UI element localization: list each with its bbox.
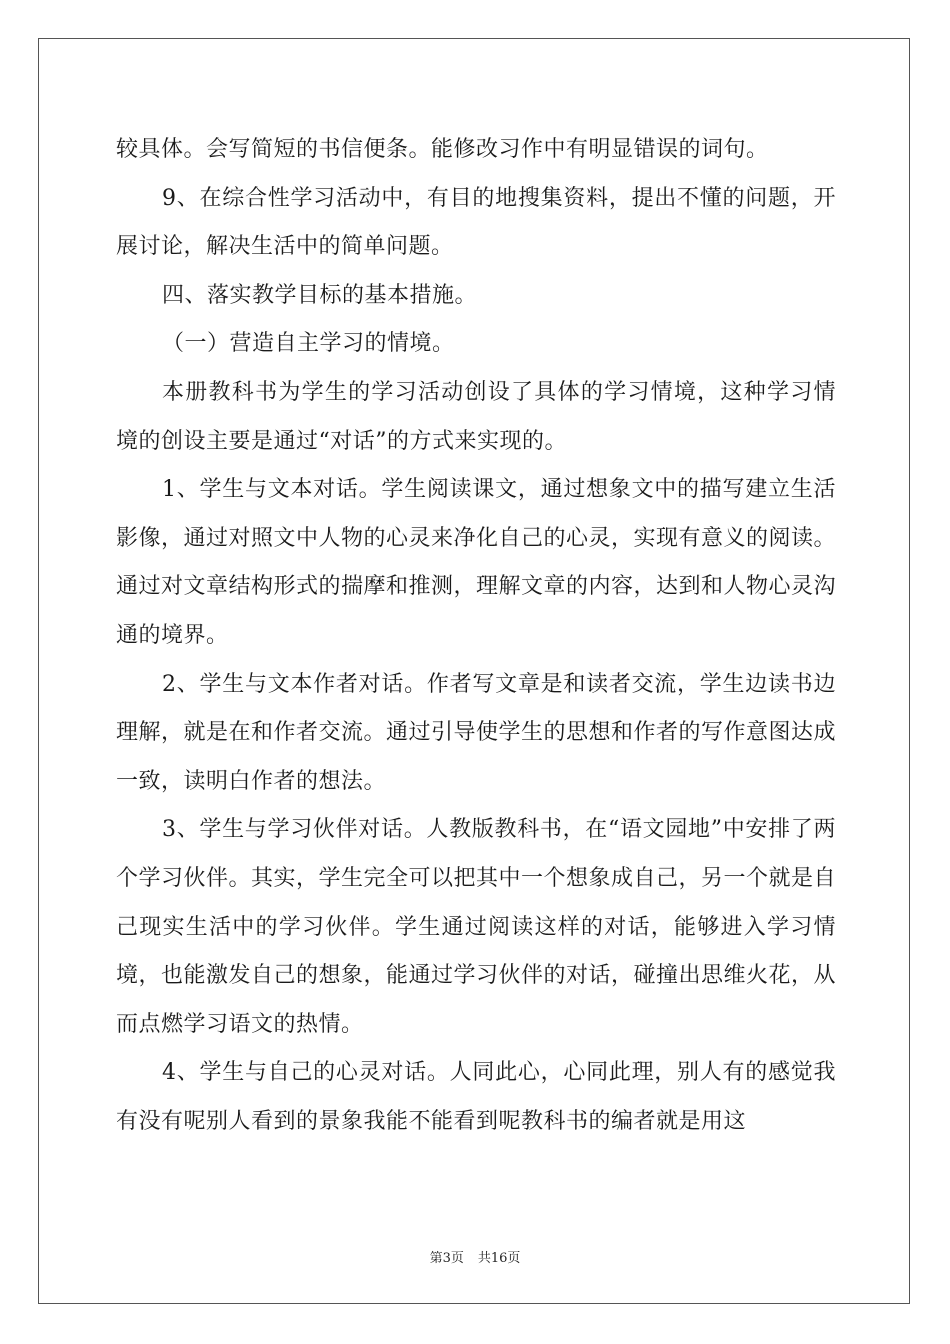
page-footer bbox=[0, 1247, 950, 1266]
paragraph-2: 9、在综合性学习活动中，有目的地搜集资料，提出不懂的问题，开展讨论，解决生活中的简单问题。 bbox=[116, 185, 836, 260]
page-total: 共16页 bbox=[477, 1251, 521, 1266]
paragraph-7: 2、学生与文本作者对话。作者写文章是和读者交流，学生边读书边理解，就是在和作者交流。通过引导使学生的思想和作者的写作意图达成一致，读明白作者的想法。 bbox=[116, 671, 837, 794]
document-body bbox=[116, 126, 836, 1146]
paragraph-9: 4、学生与自己的心灵对话。人同此心，心同此理，别人有的感觉我有没有呢别人看到的景象我能不能看到呢教科书的编者就是用这 bbox=[116, 1060, 836, 1134]
subsection-heading: （一）营造自主学习的情境。 bbox=[162, 331, 455, 357]
paragraph-5: 本册教科书为学生的学习活动创设了具体的学习情境，这种学习情境的创设主要是通过“对话”的方式来实现的。 bbox=[116, 379, 836, 454]
page-number: 第3页 bbox=[429, 1251, 464, 1266]
paragraph-6: 1、学生与文本对话。学生阅读课文，通过想象文中的描写建立生活影像，通过对照文中人物的心灵来净化自己的心灵，实现有意义的阅读。通过对文章结构形式的揣摩和推测，理解文章的内容，达到和人物心灵沟通的境界。 bbox=[116, 477, 837, 648]
paragraph-8: 3、学生与学习伙伴对话。人教版教科书，在“语文园地”中安排了两个学习伙伴。其实，学生完全可以把其中一个想象成自己，另一个就是自己现实生活中的学习伙伴。学生通过阅读这样的对话，能够进入学习情境，也能激发自己的想象，能通过学习伙伴的对话，碰撞出思维火花，从而点燃学习语文的热情。 bbox=[116, 817, 837, 1037]
section-heading: 四、落实教学目标的基本措施。 bbox=[162, 282, 478, 308]
paragraph-1: 较具体。会写简短的书信便条。能修改习作中有明显错误的词句。 bbox=[116, 137, 769, 162]
